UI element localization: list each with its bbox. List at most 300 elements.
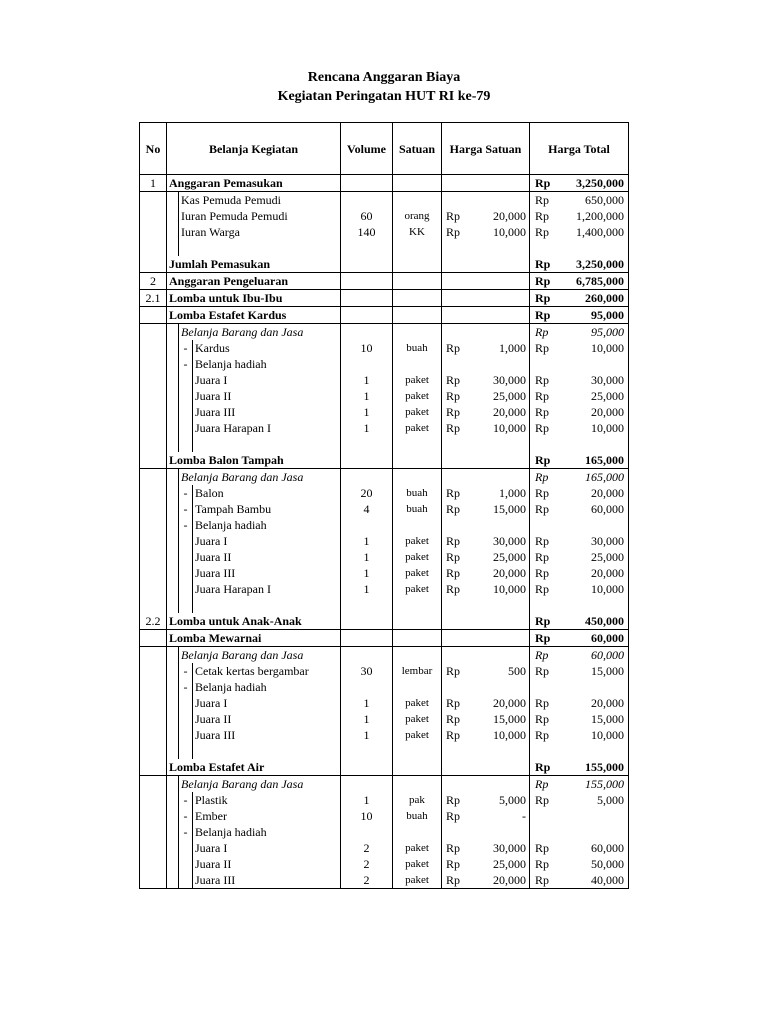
harga-total-currency: Rp bbox=[535, 405, 550, 419]
table-row bbox=[140, 290, 629, 307]
volume-cell bbox=[341, 469, 393, 486]
harga-satuan-currency: Rp bbox=[446, 712, 461, 726]
harga-satuan-currency bbox=[442, 517, 472, 533]
harga-satuan-currency bbox=[442, 759, 472, 776]
item-label: Belanja hadiah bbox=[193, 517, 341, 533]
item-label: Juara III bbox=[193, 727, 341, 743]
satuan-cell bbox=[393, 436, 442, 452]
harga-satuan-value: 10,000 bbox=[472, 727, 530, 743]
indent-cell bbox=[167, 501, 179, 517]
harga-total-value: 155,000 bbox=[561, 759, 629, 776]
harga-total-currency: Rp bbox=[530, 872, 561, 889]
row-number bbox=[140, 501, 167, 517]
item-label: Juara II bbox=[193, 549, 341, 565]
item-label bbox=[193, 743, 341, 759]
indent-cell bbox=[179, 872, 193, 889]
harga-total-currency: Rp bbox=[530, 613, 561, 630]
harga-total-currency bbox=[530, 436, 561, 452]
row-number: 2 bbox=[140, 273, 167, 290]
indent-cell bbox=[167, 404, 179, 420]
harga-satuan-currency bbox=[442, 647, 472, 664]
volume-cell: 2 bbox=[341, 856, 393, 872]
harga-satuan-value bbox=[472, 743, 530, 759]
dash-marker: - bbox=[179, 792, 193, 808]
indent-cell bbox=[179, 840, 193, 856]
harga-satuan-value: 10,000 bbox=[472, 224, 530, 240]
row-number bbox=[140, 404, 167, 420]
harga-total-value: 5,000 bbox=[561, 792, 629, 808]
harga-satuan-value bbox=[472, 175, 530, 192]
satuan-cell: paket bbox=[393, 840, 442, 856]
harga-satuan-value bbox=[472, 256, 530, 273]
table-row bbox=[140, 208, 629, 224]
harga-satuan-currency bbox=[442, 452, 472, 469]
table-row bbox=[140, 388, 629, 404]
table-row bbox=[140, 630, 629, 647]
satuan-cell: paket bbox=[393, 856, 442, 872]
indent-cell bbox=[167, 663, 179, 679]
satuan-cell: paket bbox=[393, 420, 442, 436]
volume-cell bbox=[341, 452, 393, 469]
header-no: No bbox=[140, 123, 167, 175]
harga-satuan-value bbox=[472, 307, 530, 324]
harga-total-currency: Rp bbox=[535, 712, 550, 726]
harga-satuan-value: 20,000 bbox=[472, 404, 530, 420]
harga-total-currency: Rp bbox=[535, 728, 550, 742]
harga-total-value: 20,000 bbox=[561, 565, 629, 581]
volume-cell: 1 bbox=[341, 404, 393, 420]
table-row bbox=[140, 856, 629, 872]
volume-cell: 1 bbox=[341, 581, 393, 597]
harga-total-value: 155,000 bbox=[561, 776, 629, 793]
row-number: 1 bbox=[140, 175, 167, 192]
harga-satuan-value: 500 bbox=[472, 663, 530, 679]
table-row bbox=[140, 240, 629, 256]
item-label: Juara Harapan I bbox=[193, 420, 341, 436]
harga-total-currency bbox=[530, 517, 561, 533]
volume-cell: 1 bbox=[341, 549, 393, 565]
harga-satuan-value: 30,000 bbox=[472, 372, 530, 388]
indent-cell bbox=[167, 372, 179, 388]
harga-satuan-currency bbox=[442, 307, 472, 324]
volume-cell bbox=[341, 517, 393, 533]
category-label: Lomba Estafet Air bbox=[167, 759, 341, 776]
satuan-cell: buah bbox=[393, 808, 442, 824]
harga-satuan-value bbox=[472, 469, 530, 486]
table-row bbox=[140, 808, 629, 824]
harga-total-currency: Rp bbox=[535, 209, 550, 223]
harga-total-currency: Rp bbox=[535, 696, 550, 710]
harga-satuan-currency: Rp bbox=[446, 421, 461, 435]
harga-satuan-value: 25,000 bbox=[472, 388, 530, 404]
dash-marker: - bbox=[179, 356, 193, 372]
indent-cell bbox=[167, 224, 179, 240]
volume-cell: 2 bbox=[341, 872, 393, 889]
indent-cell bbox=[179, 597, 193, 613]
harga-satuan-currency bbox=[442, 824, 472, 840]
dash-marker: - bbox=[179, 824, 193, 840]
harga-satuan-currency: Rp bbox=[446, 664, 461, 678]
table-row bbox=[140, 307, 629, 324]
satuan-cell bbox=[393, 759, 442, 776]
harga-satuan-currency: Rp bbox=[446, 566, 461, 580]
harga-satuan-currency: Rp bbox=[446, 793, 461, 807]
row-number bbox=[140, 630, 167, 647]
volume-cell: 10 bbox=[341, 808, 393, 824]
indent-cell bbox=[179, 711, 193, 727]
item-label: Juara I bbox=[193, 695, 341, 711]
harga-total-value: 60,000 bbox=[561, 840, 629, 856]
satuan-cell: KK bbox=[393, 224, 442, 240]
volume-cell bbox=[341, 613, 393, 630]
satuan-cell: paket bbox=[393, 695, 442, 711]
indent-cell bbox=[179, 420, 193, 436]
indent-cell bbox=[167, 208, 179, 224]
item-label bbox=[193, 597, 341, 613]
row-number bbox=[140, 372, 167, 388]
row-number bbox=[140, 420, 167, 436]
harga-satuan-currency: Rp bbox=[446, 728, 461, 742]
harga-total-currency: Rp bbox=[535, 550, 550, 564]
harga-satuan-currency: Rp bbox=[446, 809, 461, 823]
indent-cell bbox=[167, 469, 179, 486]
volume-cell bbox=[341, 324, 393, 341]
harga-satuan-currency bbox=[442, 356, 472, 372]
harga-total-value: 10,000 bbox=[561, 420, 629, 436]
satuan-cell: pak bbox=[393, 792, 442, 808]
item-label: Belanja hadiah bbox=[193, 679, 341, 695]
dash-marker: - bbox=[179, 517, 193, 533]
budget-table bbox=[139, 122, 629, 889]
table-row bbox=[140, 324, 629, 341]
row-number bbox=[140, 856, 167, 872]
table-row bbox=[140, 792, 629, 808]
harga-total-currency: Rp bbox=[530, 256, 561, 273]
harga-total-currency: Rp bbox=[530, 290, 561, 307]
row-number bbox=[140, 840, 167, 856]
satuan-cell bbox=[393, 240, 442, 256]
volume-cell bbox=[341, 759, 393, 776]
table-row bbox=[140, 679, 629, 695]
satuan-cell: paket bbox=[393, 872, 442, 889]
harga-total-value: 20,000 bbox=[561, 404, 629, 420]
harga-satuan-value bbox=[472, 679, 530, 695]
harga-total-value: 95,000 bbox=[561, 324, 629, 341]
indent-cell bbox=[167, 711, 179, 727]
harga-satuan-value: 25,000 bbox=[472, 549, 530, 565]
harga-total-value: 60,000 bbox=[561, 647, 629, 664]
volume-cell bbox=[341, 436, 393, 452]
satuan-cell bbox=[393, 192, 442, 209]
harga-total-currency: Rp bbox=[535, 566, 550, 580]
harga-total-value: 1,400,000 bbox=[561, 224, 629, 240]
item-label bbox=[179, 240, 341, 256]
satuan-cell: paket bbox=[393, 565, 442, 581]
harga-total-value: 10,000 bbox=[561, 581, 629, 597]
indent-cell bbox=[167, 808, 179, 824]
item-label: Belanja hadiah bbox=[193, 824, 341, 840]
harga-total-value bbox=[561, 517, 629, 533]
harga-satuan-value: - bbox=[472, 808, 530, 824]
volume-cell: 1 bbox=[341, 727, 393, 743]
table-row bbox=[140, 647, 629, 664]
harga-total-value: 3,250,000 bbox=[561, 175, 629, 192]
satuan-cell: buah bbox=[393, 340, 442, 356]
harga-total-currency: Rp bbox=[535, 582, 550, 596]
harga-total-value bbox=[561, 240, 629, 256]
harga-total-currency: Rp bbox=[530, 452, 561, 469]
table-row bbox=[140, 436, 629, 452]
volume-cell: 1 bbox=[341, 711, 393, 727]
harga-total-value: 30,000 bbox=[561, 372, 629, 388]
category-label: Anggaran Pengeluaran bbox=[167, 273, 341, 290]
table-row bbox=[140, 695, 629, 711]
table-row bbox=[140, 501, 629, 517]
harga-satuan-value: 30,000 bbox=[472, 533, 530, 549]
harga-total-currency: Rp bbox=[535, 502, 550, 516]
row-number bbox=[140, 485, 167, 501]
harga-total-value bbox=[561, 679, 629, 695]
indent-cell bbox=[167, 420, 179, 436]
harga-satuan-currency: Rp bbox=[446, 373, 461, 387]
harga-total-currency: Rp bbox=[535, 389, 550, 403]
volume-cell: 1 bbox=[341, 420, 393, 436]
row-number: 2.1 bbox=[140, 290, 167, 307]
harga-satuan-currency bbox=[442, 290, 472, 307]
harga-total-value: 50,000 bbox=[561, 856, 629, 872]
harga-total-currency: Rp bbox=[535, 193, 550, 207]
table-row bbox=[140, 420, 629, 436]
harga-satuan-currency: Rp bbox=[446, 486, 461, 500]
indent-cell bbox=[167, 743, 179, 759]
harga-satuan-value bbox=[472, 517, 530, 533]
table-row bbox=[140, 565, 629, 581]
volume-cell bbox=[341, 647, 393, 664]
satuan-cell bbox=[393, 776, 442, 793]
volume-cell bbox=[341, 240, 393, 256]
row-number bbox=[140, 240, 167, 256]
volume-cell: 1 bbox=[341, 695, 393, 711]
volume-cell bbox=[341, 273, 393, 290]
volume-cell: 2 bbox=[341, 840, 393, 856]
indent-cell bbox=[167, 872, 179, 889]
header-satuan: Satuan bbox=[393, 123, 442, 175]
indent-cell bbox=[179, 533, 193, 549]
indent-cell bbox=[179, 695, 193, 711]
harga-total-value: 1,200,000 bbox=[561, 208, 629, 224]
satuan-cell bbox=[393, 452, 442, 469]
item-label: Cetak kertas bergambar bbox=[193, 663, 341, 679]
harga-total-value: 25,000 bbox=[561, 388, 629, 404]
harga-total-currency: Rp bbox=[530, 630, 561, 647]
harga-satuan-currency: Rp bbox=[446, 550, 461, 564]
item-label: Juara III bbox=[193, 565, 341, 581]
harga-satuan-currency bbox=[442, 324, 472, 341]
harga-total-currency: Rp bbox=[535, 841, 550, 855]
harga-satuan-currency bbox=[442, 743, 472, 759]
satuan-cell: paket bbox=[393, 581, 442, 597]
volume-cell: 10 bbox=[341, 340, 393, 356]
satuan-cell bbox=[393, 290, 442, 307]
row-number bbox=[140, 679, 167, 695]
table-row bbox=[140, 192, 629, 209]
harga-total-currency: Rp bbox=[530, 175, 561, 192]
indent-cell bbox=[167, 356, 179, 372]
harga-total-value bbox=[561, 356, 629, 372]
harga-total-currency: Rp bbox=[535, 664, 550, 678]
header-belanja-kegiatan: Belanja Kegiatan bbox=[167, 123, 341, 175]
row-number bbox=[140, 452, 167, 469]
satuan-cell: lembar bbox=[393, 663, 442, 679]
dash-marker: - bbox=[179, 663, 193, 679]
indent-cell bbox=[179, 856, 193, 872]
row-number bbox=[140, 647, 167, 664]
volume-cell: 1 bbox=[341, 792, 393, 808]
harga-total-value bbox=[561, 436, 629, 452]
satuan-cell: paket bbox=[393, 388, 442, 404]
item-label: Juara III bbox=[193, 872, 341, 889]
table-row bbox=[140, 175, 629, 192]
row-number bbox=[140, 324, 167, 341]
harga-satuan-currency: Rp bbox=[446, 696, 461, 710]
item-label: Iuran Warga bbox=[179, 224, 341, 240]
indent-cell bbox=[167, 549, 179, 565]
item-label: Plastik bbox=[193, 792, 341, 808]
row-number bbox=[140, 597, 167, 613]
harga-satuan-value bbox=[472, 273, 530, 290]
harga-total-currency: Rp bbox=[535, 341, 550, 355]
indent-cell bbox=[167, 824, 179, 840]
harga-total-value: 30,000 bbox=[561, 533, 629, 549]
table-row bbox=[140, 743, 629, 759]
row-number bbox=[140, 388, 167, 404]
harga-satuan-currency: Rp bbox=[442, 872, 472, 889]
harga-satuan-currency: Rp bbox=[446, 502, 461, 516]
harga-satuan-value: 5,000 bbox=[472, 792, 530, 808]
table-row bbox=[140, 404, 629, 420]
item-label: Juara I bbox=[193, 372, 341, 388]
indent-cell bbox=[167, 581, 179, 597]
harga-total-value bbox=[561, 824, 629, 840]
table-row bbox=[140, 776, 629, 793]
harga-total-currency bbox=[530, 679, 561, 695]
harga-satuan-value: 15,000 bbox=[472, 501, 530, 517]
harga-total-currency bbox=[530, 824, 561, 840]
harga-total-value bbox=[561, 597, 629, 613]
table-row bbox=[140, 597, 629, 613]
harga-satuan-currency: Rp bbox=[446, 405, 461, 419]
harga-total-currency: Rp bbox=[535, 373, 550, 387]
indent-cell bbox=[167, 856, 179, 872]
harga-total-currency: Rp bbox=[530, 307, 561, 324]
volume-cell bbox=[341, 776, 393, 793]
satuan-cell: paket bbox=[393, 549, 442, 565]
item-label: Kardus bbox=[193, 340, 341, 356]
volume-cell bbox=[341, 175, 393, 192]
document-title: Rencana Anggaran Biaya bbox=[307, 70, 461, 85]
harga-satuan-currency: Rp bbox=[446, 389, 461, 403]
table-row bbox=[140, 469, 629, 486]
harga-satuan-currency: Rp bbox=[446, 341, 461, 355]
volume-cell bbox=[341, 356, 393, 372]
harga-total-value: 260,000 bbox=[561, 290, 629, 307]
harga-satuan-value bbox=[472, 452, 530, 469]
harga-satuan-value: 20,000 bbox=[472, 208, 530, 224]
satuan-cell: paket bbox=[393, 533, 442, 549]
harga-satuan-value bbox=[472, 759, 530, 776]
harga-total-value: 6,785,000 bbox=[561, 273, 629, 290]
item-label: Juara II bbox=[193, 856, 341, 872]
indent-cell bbox=[167, 776, 179, 793]
section-label: Belanja Barang dan Jasa bbox=[179, 324, 341, 341]
volume-cell: 30 bbox=[341, 663, 393, 679]
dash-marker: - bbox=[179, 808, 193, 824]
harga-total-value: 10,000 bbox=[561, 727, 629, 743]
harga-satuan-currency bbox=[442, 256, 472, 273]
satuan-cell bbox=[393, 630, 442, 647]
harga-total-value: 450,000 bbox=[561, 613, 629, 630]
harga-total-value: 95,000 bbox=[561, 307, 629, 324]
harga-total-value bbox=[561, 743, 629, 759]
harga-total-currency bbox=[530, 743, 561, 759]
indent-cell bbox=[167, 192, 179, 209]
table-row bbox=[140, 452, 629, 469]
satuan-cell bbox=[393, 517, 442, 533]
volume-cell: 1 bbox=[341, 565, 393, 581]
satuan-cell bbox=[393, 743, 442, 759]
row-number bbox=[140, 549, 167, 565]
satuan-cell bbox=[393, 613, 442, 630]
table-row bbox=[140, 663, 629, 679]
harga-satuan-currency bbox=[442, 613, 472, 630]
item-label bbox=[193, 436, 341, 452]
row-number bbox=[140, 663, 167, 679]
harga-total-value: 60,000 bbox=[561, 501, 629, 517]
harga-satuan-value: 1,000 bbox=[472, 340, 530, 356]
harga-satuan-value: 1,000 bbox=[472, 485, 530, 501]
harga-total-value: 650,000 bbox=[561, 192, 629, 209]
harga-satuan-value bbox=[472, 647, 530, 664]
row-number bbox=[140, 776, 167, 793]
harga-satuan-currency: Rp bbox=[446, 582, 461, 596]
table-row bbox=[140, 256, 629, 273]
table-row bbox=[140, 533, 629, 549]
row-number bbox=[140, 727, 167, 743]
harga-satuan-currency bbox=[442, 175, 472, 192]
budget-table-body bbox=[140, 123, 629, 889]
category-label: Lomba untuk Anak-Anak bbox=[167, 613, 341, 630]
indent-cell bbox=[167, 679, 179, 695]
harga-satuan-currency: Rp bbox=[446, 209, 461, 223]
harga-total-currency: Rp bbox=[535, 225, 550, 239]
harga-total-value: 25,000 bbox=[561, 549, 629, 565]
row-number: 2.2 bbox=[140, 613, 167, 630]
indent-cell bbox=[167, 324, 179, 341]
harga-satuan-value: 25,000 bbox=[472, 856, 530, 872]
harga-total-value: 165,000 bbox=[561, 469, 629, 486]
volume-cell bbox=[341, 597, 393, 613]
harga-satuan-currency bbox=[442, 240, 472, 256]
indent-cell bbox=[179, 581, 193, 597]
row-number bbox=[140, 256, 167, 273]
satuan-cell: paket bbox=[393, 711, 442, 727]
row-number bbox=[140, 356, 167, 372]
harga-satuan-currency: Rp bbox=[446, 225, 461, 239]
row-number bbox=[140, 307, 167, 324]
indent-cell bbox=[179, 436, 193, 452]
item-label: Kas Pemuda Pemudi bbox=[179, 192, 341, 209]
indent-cell bbox=[167, 695, 179, 711]
